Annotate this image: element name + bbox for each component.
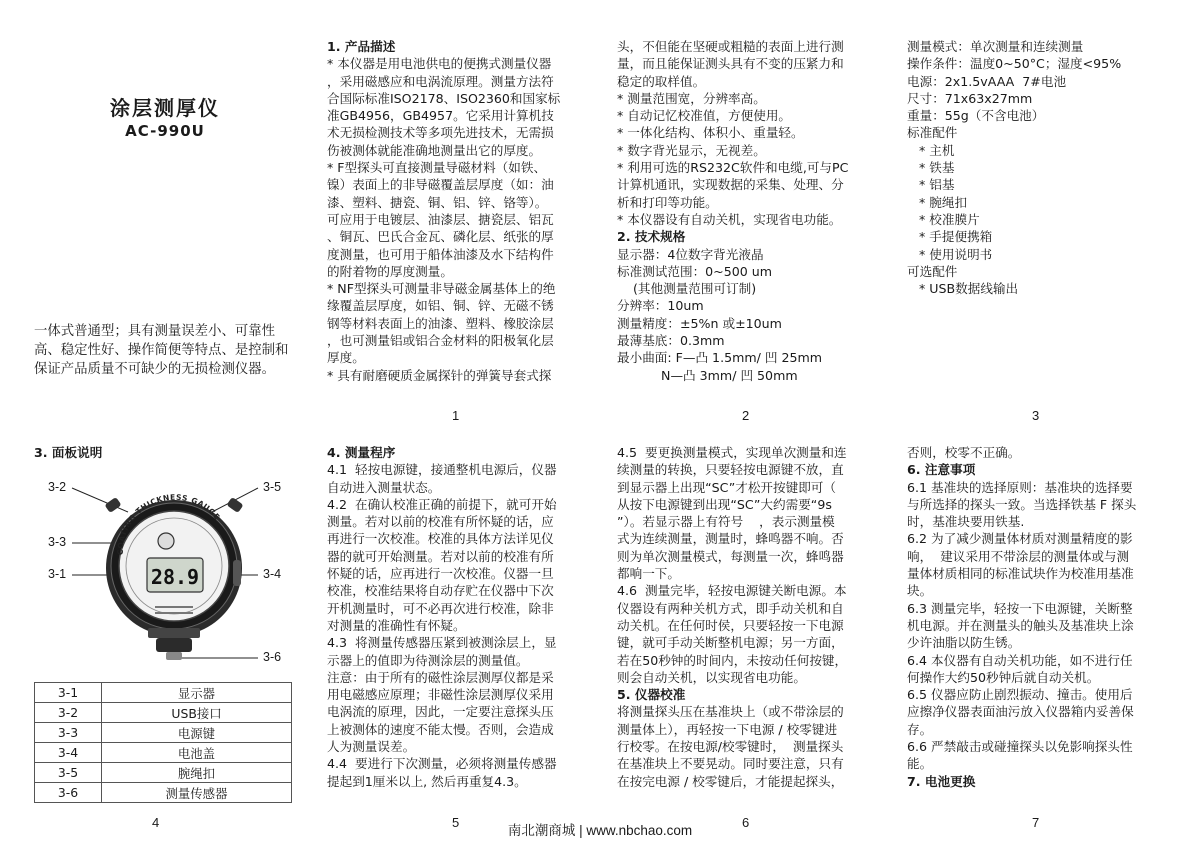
- text-line: * 数字背光显示，无视差。: [617, 142, 766, 158]
- text-line: 应擦净仪器表面油污放入仪器箱内妥善保: [907, 704, 1134, 720]
- text-line: 的附着物的厚度测量。: [327, 263, 453, 279]
- text-line: 可应用于电镀层、油漆层、搪瓷层、铝瓦: [327, 211, 554, 227]
- text-line: 析和打印等功能。: [617, 194, 718, 210]
- text-line: 到显示器上出现“SC”才松开按键即可（: [617, 479, 836, 495]
- text-line: 量，而且能保证测头具有不变的压紧力和: [617, 56, 844, 72]
- text-line: 续测量的转换，只要轻按电源键不放，直: [617, 462, 844, 478]
- text-line: 将测量探头压在基准块上（或不带涂层的: [617, 704, 844, 720]
- text-line: * 本仪器设有自动关机，实现省电功能。: [617, 211, 842, 227]
- ring-label: COATING THICKNESS GAUGE: [115, 492, 222, 556]
- text-line: 头，不但能在坚硬或粗糙的表面上进行测: [617, 39, 844, 54]
- section-heading: 5. 仪器校准: [617, 687, 686, 703]
- text-line: 键，就可手动关断整机电源；另一方面，: [617, 635, 844, 651]
- text-line: 6.4 本仪器有自动关机功能，如不进行任: [907, 652, 1133, 668]
- text-line: 钢等材料表面上的油漆、塑料、橡胶涂层: [327, 315, 554, 331]
- page-number: 4: [152, 815, 160, 830]
- text-line: 量体材质相同的标准试块作为校准用基准: [907, 566, 1134, 582]
- text-line: 机电源。并在测量头的触头及基准块上涂: [907, 617, 1134, 633]
- text-line: * 手提便携箱: [907, 229, 993, 245]
- text-line: 则会自动关机，以实现省电功能。: [617, 669, 806, 685]
- text-line: 最薄基底：0.3mm: [617, 333, 725, 349]
- text-line: 电源：2x1.5vAAA 7#电池: [907, 73, 1067, 89]
- measurement-sensor: [166, 652, 182, 660]
- section-heading: 7. 电池更换: [907, 773, 976, 789]
- text-line: 测量。若对以前的校准有所怀疑的话，应: [327, 514, 554, 530]
- parts-table: [34, 682, 292, 803]
- text-line: 4.6 测量完毕，轻按电源键关断电源。本: [617, 583, 847, 599]
- text-line: 再进行一次校准。校准的具体方法详见仪: [327, 531, 554, 547]
- text-line: ，也可测量铝或铝合金材料的阳极氧化层: [327, 333, 554, 349]
- text-line: 计算机通讯，实现数据的采集、处理、分: [617, 177, 844, 193]
- text-line: 器的就可开始测量。若对以前的校准有所: [327, 548, 554, 564]
- part-code: 3-6: [35, 783, 102, 803]
- text-line: 尺寸：71x63x27mm: [907, 90, 1033, 106]
- text-line: * 铁基: [907, 160, 955, 176]
- text-line: 可选配件: [907, 263, 958, 279]
- section-heading: 4. 测量程序: [327, 445, 396, 460]
- text-line: 若在50秒钟的时间内，未按动任何按键，: [617, 652, 848, 668]
- text-line: 少许油脂以防生锈。: [907, 635, 1021, 651]
- part-code: 3-3: [35, 723, 102, 743]
- panel-section-title: 3. 面板说明: [34, 445, 103, 460]
- text-line: 伤被测体就能准确地测量出它的厚度。: [327, 142, 542, 158]
- text-line: 6.2 为了减少测量体材质对测量精度的影: [907, 531, 1133, 547]
- text-line: 则为单次测量模式，每测量一次，蜂鸣器: [617, 548, 844, 564]
- text-line: 都响一下。: [617, 566, 680, 582]
- text-line: 术无损检测技术等多项先进技术，无需损: [327, 125, 554, 141]
- callout-3-6: 3-6: [263, 650, 282, 664]
- text-line: 测量精度：±5%n 或±10um: [617, 315, 782, 331]
- text-line: 否则，校零不正确。: [907, 445, 1021, 460]
- text-line: 、铜瓦、巴氏合金瓦、磷化层、纸张的厚: [327, 229, 554, 245]
- text-line: 动关机。在任何时侯，只要轻按一下电源: [617, 617, 844, 633]
- text-line: 准GB4956，GB4957。它采用计算机技: [327, 108, 554, 124]
- text-line: 4.5 要更换测量模式，实现单次测量和连: [617, 445, 847, 460]
- text-line: * 测量范围宽，分辨率高。: [617, 90, 766, 106]
- text-line: * 本仪器是用电池供电的便携式测量仪器: [327, 56, 552, 72]
- text-line: 6.1 基准块的选择原则：基准块的选择要: [907, 479, 1133, 495]
- text-line: (其他测量范围可订制): [617, 281, 757, 297]
- text-line: 4.4 要进行下次测量，必须将测量传感器: [327, 756, 557, 772]
- text-line: ，采用磁感应和电涡流原理。测量方法符: [327, 73, 554, 89]
- page-number: 3: [1032, 408, 1040, 423]
- text-line: 在基准块上不要晃动。同时要注意，只有: [617, 756, 844, 772]
- text-line: * 自动记忆校准值，方便使用。: [617, 108, 792, 124]
- text-line: 电涡流的原理，因此，一定要注意探头压: [327, 704, 554, 720]
- table-row: [35, 743, 292, 763]
- text-line: 存。: [907, 721, 933, 737]
- part-name: USB接口: [102, 703, 292, 723]
- text-line: N—凸 3mm/ 凹 50mm: [617, 367, 798, 383]
- text-line: 稳定的取样值。: [617, 73, 706, 89]
- page-number: 1: [452, 408, 460, 423]
- text-line: 6.3 测量完毕，轻按一下电源键，关断整: [907, 600, 1133, 616]
- text-line: * 校准膜片: [907, 211, 980, 227]
- text-line: 从按下电源键到出现“SC”大约需要“9s: [617, 496, 832, 512]
- callout-3-5: 3-5: [263, 480, 282, 494]
- part-name: 电池盖: [102, 743, 292, 763]
- power-button: [158, 533, 174, 549]
- part-name: 电源键: [102, 723, 292, 743]
- text-line: 标准测试范围：0~500 um: [617, 263, 773, 279]
- text-line: 标准配件: [907, 125, 958, 141]
- text-line: 自动进入测量状态。: [327, 479, 441, 495]
- text-line: 操作条件：温度0~50°C；湿度<95%: [907, 56, 1122, 72]
- text-line: 在按完电源 / 校零键后，才能提起探头，: [617, 773, 844, 789]
- table-row: [35, 783, 292, 803]
- section-heading: 1. 产品描述: [327, 39, 396, 54]
- text-line: 怀疑的话，应再进行一次校准。仪器一旦: [327, 566, 554, 582]
- document-title: 涂层测厚仪: [110, 96, 220, 120]
- callout-3-1: 3-1: [48, 567, 67, 581]
- page-number: 7: [1032, 815, 1040, 830]
- text-line: 重量：55g（不含电池）: [907, 108, 1045, 124]
- text-line: 用电磁感应原理；非磁性涂层测厚仪采用: [327, 687, 554, 703]
- part-name: 测量传感器: [102, 783, 292, 803]
- table-row: [35, 763, 292, 783]
- text-line: 人为测量误差。: [327, 739, 416, 755]
- text-line: 开机测量时，可不必再次进行校准，除非: [327, 600, 554, 616]
- text-line: 示器上的值即为待测涂层的测量值。: [327, 652, 529, 668]
- text-line: 注意：由于所有的磁性涂层测厚仪都是采: [327, 669, 554, 685]
- text-line: 提起到1厘米以上, 然后再重复4.3。: [327, 773, 527, 789]
- text-line: 能。: [907, 756, 933, 772]
- text-line: 时，基准块要用铁基.: [907, 514, 1025, 530]
- part-code: 3-4: [35, 743, 102, 763]
- text-line: 块。: [907, 583, 933, 599]
- callout-3-2: 3-2: [48, 480, 67, 494]
- text-line: * 利用可选的RS232C软件和电缆,可与PC: [617, 160, 849, 176]
- text-line: 显示器：4位数字背光液晶: [617, 246, 764, 262]
- text-line: 4.3 将测量传感器压紧到被测涂层上，显: [327, 635, 557, 651]
- part-code: 3-5: [35, 763, 102, 783]
- text-line: * F型探头可直接测量导磁材料（如铁、: [327, 160, 547, 176]
- site-footer[interactable]: 南北潮商城 | www.nbchao.com: [507, 823, 693, 838]
- callout-3-3: 3-3: [48, 535, 67, 549]
- text-line: 最小曲面: F—凸 1.5mm/ 凹 25mm: [617, 350, 823, 366]
- part-name: 腕绳扣: [102, 763, 292, 783]
- text-line: 镍）表面上的非导磁覆盖层厚度（如：油: [327, 177, 554, 193]
- text-line: 缘覆盖层厚度，如铝、铜、锌、无磁不锈: [327, 298, 554, 314]
- page-number: 6: [742, 815, 750, 830]
- text-line: 漆、塑料、搪瓷、铜、铝、锌、铬等）。: [327, 194, 548, 210]
- text-line: * 具有耐磨硬质金属探针的弹簧导套式探: [327, 367, 552, 383]
- text-line: * 铝基: [907, 177, 955, 193]
- part-code: 3-1: [35, 683, 102, 703]
- page-number: 2: [742, 408, 750, 423]
- text-line: 度测量，也可用于船体油漆及水下结构件: [327, 246, 554, 262]
- table-row: [35, 723, 292, 743]
- text-line: 6.5 仪器应防止剧烈振动、撞击。使用后: [907, 687, 1133, 703]
- text-line: * 使用说明书: [907, 246, 993, 262]
- part-code: 3-2: [35, 703, 102, 723]
- part-name: 显示器: [102, 683, 292, 703]
- text-line: * NF型探头可测量非导磁金属基体上的绝: [327, 281, 556, 297]
- text-line: 分辨率：10um: [617, 298, 704, 314]
- text-line: 式为连续测量，测量时，蜂鸣器不响。否: [617, 531, 844, 547]
- text-line: * USB数据线输出: [907, 281, 1019, 297]
- display-reading: 28.9: [150, 565, 200, 589]
- text-line: 校准，校准结果将自动存贮在仪器中下次: [327, 583, 554, 599]
- text-line: 4.2 在确认校准正确的前提下，就可开始: [327, 496, 557, 512]
- section-heading: 2. 技术规格: [617, 229, 686, 245]
- text-line: ”）。若显示器上有符号 ，表示测量模: [617, 514, 835, 530]
- text-line: 4.1 轻按电源键，接通整机电源后，仪器: [327, 462, 557, 478]
- section-heading: 6. 注意事项: [907, 462, 976, 478]
- text-line: 6.6 严禁敲击或碰撞探头以免影响探头性: [907, 739, 1133, 755]
- text-line: 测量体上），再轻按一下电源 / 校零键进: [617, 721, 838, 737]
- text-line: * 腕绳扣: [907, 194, 968, 210]
- table-row: [35, 683, 292, 703]
- text-line: 与所选择的探头一致。当选择铁基 F 探头: [907, 496, 1137, 512]
- text-line: 仪器设有两种关机方式，即手动关机和自: [617, 600, 844, 616]
- text-line: 行校零。在按电源/校零键时， 测量探头: [617, 739, 844, 755]
- text-line: 何操作大约50秒钟后就自动关机。: [907, 669, 1100, 685]
- text-line: 合国际标准ISO2178、ISO2360和国家标: [327, 90, 561, 106]
- product-intro: 一体式普通型；具有测量误差小、可靠性高、稳定性好、操作简便等特点、是控制和保证产品质量不可缺少的无损检测仪器。: [34, 324, 289, 377]
- text-line: 响， 建议采用不带涂层的测量体或与测: [907, 548, 1130, 564]
- callout-3-4: 3-4: [263, 567, 282, 581]
- text-line: 测量模式：单次测量和连续测量: [907, 39, 1084, 54]
- text-line: * 主机: [907, 142, 955, 158]
- text-line: * 一体化结构、体积小、重量轻。: [617, 125, 804, 141]
- model-number: AC-990U: [125, 122, 205, 140]
- text-line: 厚度。: [327, 350, 365, 366]
- page-number: 5: [452, 815, 460, 830]
- table-row: [35, 703, 292, 723]
- text-line: 对测量的准确性有怀疑。: [327, 617, 466, 633]
- text-line: 上被测体的速度不能太慢。否则，会造成: [327, 721, 554, 737]
